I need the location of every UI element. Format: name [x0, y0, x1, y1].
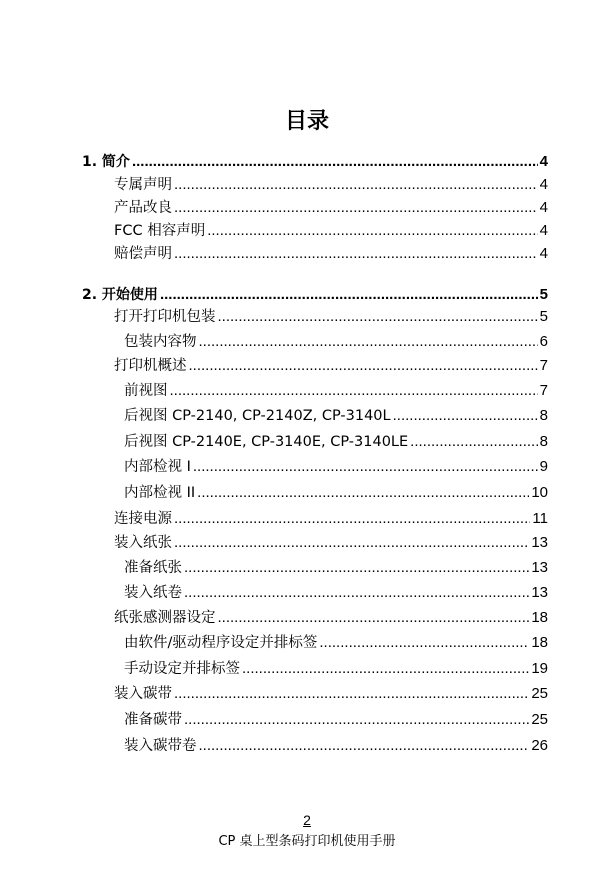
toc-entry-load-paper[interactable] — [114, 531, 548, 555]
dot-leader — [132, 150, 538, 174]
toc-entry-label: 装入碳带卷 — [124, 738, 197, 754]
toc-entry-label: 产品改良 — [114, 200, 172, 216]
toc-entry-label: 包装内容物 — [124, 334, 197, 350]
toc-entry-label: 手动设定并排标签 — [124, 661, 240, 677]
toc-entry-page: 26 — [531, 737, 548, 754]
toc-entry-label: 2. 开始使用 — [82, 287, 158, 303]
dot-leader — [174, 242, 538, 266]
toc-entry-page: 18 — [531, 609, 548, 626]
toc-entry-page: 18 — [531, 634, 548, 651]
toc-entry-label: 赔偿声明 — [114, 246, 172, 262]
dot-leader — [199, 734, 530, 758]
toc-entry-page: 4 — [539, 245, 548, 262]
toc-entry-proprietary[interactable] — [114, 173, 548, 197]
toc-entry-unpacking[interactable] — [114, 305, 548, 329]
toc-entry-front-view[interactable] — [124, 379, 548, 403]
toc-entry-page: 4 — [539, 199, 548, 216]
toc-entry-interior-2[interactable] — [124, 481, 548, 505]
toc-entry-load-ribbon[interactable] — [114, 682, 548, 706]
toc-entry-page: 4 — [539, 222, 548, 239]
toc-entry-label: 内部检视 II — [124, 485, 196, 501]
toc-entry-page: 4 — [539, 176, 548, 193]
toc-entry-page: 19 — [531, 660, 548, 677]
toc-entry-getting-started[interactable] — [82, 283, 548, 307]
dot-leader — [193, 455, 538, 479]
toc-entry-liability[interactable] — [114, 242, 548, 266]
toc-entry-label: 由软件/驱动程序设定并排标签 — [124, 635, 318, 651]
toc-entry-prepare-ribbon[interactable] — [124, 708, 548, 732]
dot-leader — [174, 196, 538, 220]
dot-leader — [174, 173, 538, 197]
toc-entry-page: 6 — [539, 333, 548, 350]
toc-entry-label: 准备纸张 — [124, 560, 182, 576]
toc-entry-page: 4 — [539, 153, 548, 170]
toc-entry-label: 1. 简介 — [82, 154, 130, 170]
toc-entry-power[interactable] — [114, 507, 548, 531]
dot-leader — [184, 581, 529, 605]
toc-entry-overview[interactable] — [114, 354, 548, 378]
toc-entry-load-ribbon-roll[interactable] — [124, 734, 548, 758]
toc-entry-page: 25 — [531, 711, 548, 728]
toc-entry-page: 10 — [531, 484, 548, 501]
toc-entry-rear-view-2[interactable] — [124, 430, 548, 454]
page-title: 目录 — [284, 109, 329, 134]
toc-entry-label: 后视图 CP-2140E, CP-3140E, CP-3140LE — [124, 434, 409, 450]
footer-doc-title: CP 桌上型条码打印机使用手册 — [218, 834, 396, 849]
toc-entry-label: 纸张感测器设定 — [114, 610, 216, 626]
dot-leader — [170, 379, 538, 403]
toc-entry-page: 11 — [532, 510, 548, 527]
toc-entry-page: 8 — [539, 407, 548, 424]
dot-leader — [393, 404, 538, 428]
toc-entry-software-labels[interactable] — [124, 631, 548, 655]
toc-entry-label: 内部检视 I — [124, 459, 191, 475]
toc-entry-page: 7 — [539, 357, 548, 374]
dot-leader — [197, 481, 529, 505]
toc-entry-label: FCC 相容声明 — [114, 223, 206, 239]
dot-leader — [199, 330, 538, 354]
toc-entry-label: 装入碳带 — [114, 686, 172, 702]
toc-entry-package-contents[interactable] — [124, 330, 548, 354]
toc-entry-manual-labels[interactable] — [124, 657, 548, 681]
toc-entry-interior-1[interactable] — [124, 455, 548, 479]
toc-entry-label: 装入纸卷 — [124, 585, 182, 601]
toc-entry-page: 5 — [539, 286, 548, 303]
toc-entry-load-roll[interactable] — [124, 581, 548, 605]
toc-entry-label: 打开打印机包装 — [114, 309, 216, 325]
toc-entry-page: 13 — [531, 584, 548, 601]
dot-leader — [189, 354, 538, 378]
toc-entry-fcc[interactable] — [114, 219, 548, 243]
toc-entry-page: 7 — [539, 382, 548, 399]
toc-entry-label: 打印机概述 — [114, 358, 187, 374]
toc-entry-label: 专属声明 — [114, 177, 172, 193]
dot-leader — [174, 531, 529, 555]
toc-entry-label: 后视图 CP-2140, CP-2140Z, CP-3140L — [124, 408, 391, 424]
toc-entry-label: 装入纸张 — [114, 535, 172, 551]
toc-entry-page: 9 — [539, 458, 548, 475]
toc-entry-improvements[interactable] — [114, 196, 548, 220]
dot-leader — [410, 430, 537, 454]
toc-entry-page: 8 — [539, 433, 548, 450]
dot-leader — [184, 708, 529, 732]
dot-leader — [207, 219, 537, 243]
toc-entry-label: 准备碳带 — [124, 712, 182, 728]
toc-entry-sensor-settings[interactable] — [114, 606, 548, 630]
toc-entry-page: 13 — [531, 534, 548, 551]
toc-entry-label: 连接电源 — [114, 511, 172, 527]
dot-leader — [218, 305, 538, 329]
dot-leader — [319, 631, 529, 655]
toc-entry-page: 13 — [531, 559, 548, 576]
toc-entry-page: 5 — [539, 308, 548, 325]
toc-entry-intro[interactable] — [82, 150, 548, 174]
toc-entry-prepare-paper[interactable] — [124, 556, 548, 580]
toc-entry-rear-view-1[interactable] — [124, 404, 548, 428]
dot-leader — [160, 283, 538, 307]
dot-leader — [184, 556, 529, 580]
dot-leader — [242, 657, 529, 681]
dot-leader — [218, 606, 530, 630]
dot-leader — [174, 507, 530, 531]
toc-entry-page: 25 — [531, 685, 548, 702]
page-number: 2 — [303, 812, 311, 828]
toc-entry-label: 前视图 — [124, 383, 168, 399]
dot-leader — [174, 682, 529, 706]
